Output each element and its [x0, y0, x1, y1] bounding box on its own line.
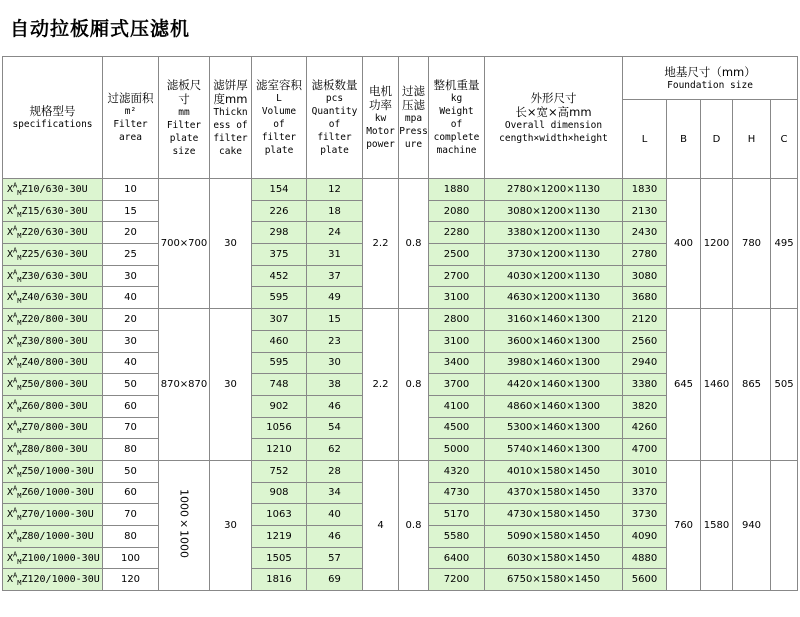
foundation-L-cell: 3680 [623, 287, 667, 309]
weight-cell: 1880 [429, 179, 485, 201]
plate-size-cell: 700×700 [159, 179, 210, 309]
plate-size-cell: 1000×1000 [159, 460, 210, 590]
model-cell: $X^A_MZ60/800-30U$ [3, 395, 103, 417]
area-cell: 70 [103, 417, 159, 439]
volume-cell: 1816 [252, 569, 307, 591]
area-cell: 40 [103, 287, 159, 309]
volume-cell: 452 [252, 265, 307, 287]
quantity-cell: 38 [307, 374, 363, 396]
foundation-H-cell: 940 [733, 460, 771, 590]
model-cell: $X^A_MZ10/630-30U$ [3, 179, 103, 201]
area-cell: 30 [103, 330, 159, 352]
area-cell: 120 [103, 569, 159, 591]
spec-table [2, 56, 798, 591]
foundation-L-cell: 3080 [623, 265, 667, 287]
dimension-cell: 4860×1460×1300 [485, 395, 623, 417]
dimension-cell: 4370×1580×1450 [485, 482, 623, 504]
dimension-cell: 4030×1200×1130 [485, 265, 623, 287]
foundation-L-cell: 3730 [623, 504, 667, 526]
dimension-cell: 4730×1580×1450 [485, 504, 623, 526]
foundation-C-cell [771, 460, 798, 590]
dimension-cell: 3980×1460×1300 [485, 352, 623, 374]
foundation-L-cell: 3370 [623, 482, 667, 504]
header-foundation: 地基尺寸（mm） Foundation size [623, 57, 798, 100]
model-cell: $X^A_MZ20/630-30U$ [3, 222, 103, 244]
volume-cell: 595 [252, 287, 307, 309]
quantity-cell: 15 [307, 309, 363, 331]
foundation-B-cell: 645 [667, 309, 701, 461]
volume-cell: 1056 [252, 417, 307, 439]
quantity-cell: 37 [307, 265, 363, 287]
weight-cell: 4500 [429, 417, 485, 439]
volume-cell: 226 [252, 200, 307, 222]
weight-cell: 3700 [429, 374, 485, 396]
spec-table-body [3, 179, 798, 591]
weight-cell: 4320 [429, 460, 485, 482]
motor-cell: 2.2 [363, 309, 399, 461]
pressure-cell: 0.8 [399, 460, 429, 590]
foundation-C-cell: 505 [771, 309, 798, 461]
quantity-cell: 40 [307, 504, 363, 526]
weight-cell: 4100 [429, 395, 485, 417]
area-cell: 50 [103, 460, 159, 482]
volume-cell: 908 [252, 482, 307, 504]
weight-cell: 2700 [429, 265, 485, 287]
header-C: C [771, 100, 798, 179]
model-cell: $X^A_MZ100/1000-30U$ [3, 547, 103, 569]
header-area: 过滤面积 m² Filter area [103, 57, 159, 179]
model-cell: $X^A_MZ30/800-30U$ [3, 330, 103, 352]
foundation-B-cell: 400 [667, 179, 701, 309]
quantity-cell: 24 [307, 222, 363, 244]
quantity-cell: 54 [307, 417, 363, 439]
quantity-cell: 49 [307, 287, 363, 309]
model-cell: $X^A_MZ25/630-30U$ [3, 244, 103, 266]
model-cell: $X^A_MZ80/800-30U$ [3, 439, 103, 461]
foundation-C-cell: 495 [771, 179, 798, 309]
model-cell: $X^A_MZ70/800-30U$ [3, 417, 103, 439]
dimension-cell: 3080×1200×1130 [485, 200, 623, 222]
area-cell: 15 [103, 200, 159, 222]
area-cell: 30 [103, 265, 159, 287]
volume-cell: 1219 [252, 526, 307, 548]
dimension-cell: 2780×1200×1130 [485, 179, 623, 201]
cake-cell: 30 [210, 309, 252, 461]
foundation-L-cell: 2130 [623, 200, 667, 222]
motor-cell: 4 [363, 460, 399, 590]
header-dimension: 外形尺寸 长×宽×高mm Overall dimension cength×width×height [485, 57, 623, 179]
foundation-L-cell: 4090 [623, 526, 667, 548]
foundation-L-cell: 4700 [623, 439, 667, 461]
weight-cell: 4730 [429, 482, 485, 504]
foundation-L-cell: 2780 [623, 244, 667, 266]
weight-cell: 5000 [429, 439, 485, 461]
area-cell: 60 [103, 482, 159, 504]
weight-cell: 2800 [429, 309, 485, 331]
area-cell: 70 [103, 504, 159, 526]
quantity-cell: 31 [307, 244, 363, 266]
header-H: H [733, 100, 771, 179]
volume-cell: 298 [252, 222, 307, 244]
quantity-cell: 34 [307, 482, 363, 504]
pressure-cell: 0.8 [399, 309, 429, 461]
foundation-D-cell: 1580 [701, 460, 733, 590]
table-row [3, 460, 798, 482]
page-title: 自动拉板厢式压滤机 [10, 18, 191, 40]
quantity-cell: 46 [307, 395, 363, 417]
dimension-cell: 5090×1580×1450 [485, 526, 623, 548]
dimension-cell: 6030×1580×1450 [485, 547, 623, 569]
quantity-cell: 57 [307, 547, 363, 569]
header-quantity: 滤板数量 pcs Quantity of filter plate [307, 57, 363, 179]
model-cell: $X^A_MZ15/630-30U$ [3, 200, 103, 222]
foundation-L-cell: 4880 [623, 547, 667, 569]
foundation-D-cell: 1460 [701, 309, 733, 461]
header-cake: 滤饼厚 度mm Thickn ess of filter cake [210, 57, 252, 179]
header-volume: 滤室容积 L Volume of filter plate [252, 57, 307, 179]
volume-cell: 154 [252, 179, 307, 201]
foundation-L-cell: 3010 [623, 460, 667, 482]
area-cell: 80 [103, 526, 159, 548]
area-cell: 50 [103, 374, 159, 396]
volume-cell: 1063 [252, 504, 307, 526]
model-cell: $X^A_MZ50/1000-30U$ [3, 460, 103, 482]
model-cell: $X^A_MZ40/630-30U$ [3, 287, 103, 309]
model-cell: $X^A_MZ70/1000-30U$ [3, 504, 103, 526]
area-cell: 40 [103, 352, 159, 374]
quantity-cell: 18 [307, 200, 363, 222]
volume-cell: 1210 [252, 439, 307, 461]
quantity-cell: 30 [307, 352, 363, 374]
dimension-cell: 5740×1460×1300 [485, 439, 623, 461]
header-L: L [623, 100, 667, 179]
quantity-cell: 69 [307, 569, 363, 591]
dimension-cell: 4420×1460×1300 [485, 374, 623, 396]
volume-cell: 595 [252, 352, 307, 374]
weight-cell: 5580 [429, 526, 485, 548]
area-cell: 80 [103, 439, 159, 461]
volume-cell: 307 [252, 309, 307, 331]
header-plate-size: 滤板尺 寸 mm Filter plate size [159, 57, 210, 179]
dimension-cell: 6750×1580×1450 [485, 569, 623, 591]
table-row [3, 309, 798, 331]
foundation-B-cell: 760 [667, 460, 701, 590]
foundation-L-cell: 2940 [623, 352, 667, 374]
area-cell: 20 [103, 222, 159, 244]
foundation-L-cell: 3820 [623, 395, 667, 417]
foundation-L-cell: 5600 [623, 569, 667, 591]
foundation-L-cell: 2430 [623, 222, 667, 244]
plate-size-cell: 870×870 [159, 309, 210, 461]
pressure-cell: 0.8 [399, 179, 429, 309]
dimension-cell: 4010×1580×1450 [485, 460, 623, 482]
weight-cell: 3100 [429, 330, 485, 352]
quantity-cell: 23 [307, 330, 363, 352]
volume-cell: 460 [252, 330, 307, 352]
volume-cell: 902 [252, 395, 307, 417]
dimension-cell: 3600×1460×1300 [485, 330, 623, 352]
volume-cell: 1505 [252, 547, 307, 569]
weight-cell: 3400 [429, 352, 485, 374]
cake-cell: 30 [210, 179, 252, 309]
area-cell: 20 [103, 309, 159, 331]
quantity-cell: 28 [307, 460, 363, 482]
foundation-H-cell: 865 [733, 309, 771, 461]
model-cell: $X^A_MZ50/800-30U$ [3, 374, 103, 396]
quantity-cell: 46 [307, 526, 363, 548]
quantity-cell: 62 [307, 439, 363, 461]
weight-cell: 3100 [429, 287, 485, 309]
foundation-H-cell: 780 [733, 179, 771, 309]
volume-cell: 752 [252, 460, 307, 482]
area-cell: 60 [103, 395, 159, 417]
header-D: D [701, 100, 733, 179]
dimension-cell: 4630×1200×1130 [485, 287, 623, 309]
model-cell: $X^A_MZ30/630-30U$ [3, 265, 103, 287]
weight-cell: 5170 [429, 504, 485, 526]
foundation-L-cell: 1830 [623, 179, 667, 201]
motor-cell: 2.2 [363, 179, 399, 309]
dimension-cell: 3730×1200×1130 [485, 244, 623, 266]
dimension-cell: 3160×1460×1300 [485, 309, 623, 331]
volume-cell: 748 [252, 374, 307, 396]
model-cell: $X^A_MZ60/1000-30U$ [3, 482, 103, 504]
header-model: 规格型号 specifications [3, 57, 103, 179]
weight-cell: 2080 [429, 200, 485, 222]
dimension-cell: 3380×1200×1130 [485, 222, 623, 244]
header-pressure: 过滤 压滤 mpa Press ure [399, 57, 429, 179]
header-motor: 电机 功率 kw Motor power [363, 57, 399, 179]
quantity-cell: 12 [307, 179, 363, 201]
foundation-L-cell: 2560 [623, 330, 667, 352]
model-cell: $X^A_MZ80/1000-30U$ [3, 526, 103, 548]
area-cell: 100 [103, 547, 159, 569]
weight-cell: 6400 [429, 547, 485, 569]
weight-cell: 7200 [429, 569, 485, 591]
model-cell: $X^A_MZ120/1000-30U$ [3, 569, 103, 591]
volume-cell: 375 [252, 244, 307, 266]
dimension-cell: 5300×1460×1300 [485, 417, 623, 439]
header-B: B [667, 100, 701, 179]
header-weight: 整机重量 kg Weight of complete machine [429, 57, 485, 179]
foundation-L-cell: 3380 [623, 374, 667, 396]
weight-cell: 2500 [429, 244, 485, 266]
cake-cell: 30 [210, 460, 252, 590]
table-row [3, 179, 798, 201]
foundation-L-cell: 2120 [623, 309, 667, 331]
foundation-D-cell: 1200 [701, 179, 733, 309]
foundation-L-cell: 4260 [623, 417, 667, 439]
area-cell: 25 [103, 244, 159, 266]
weight-cell: 2280 [429, 222, 485, 244]
model-cell: $X^A_MZ40/800-30U$ [3, 352, 103, 374]
area-cell: 10 [103, 179, 159, 201]
model-cell: $X^A_MZ20/800-30U$ [3, 309, 103, 331]
